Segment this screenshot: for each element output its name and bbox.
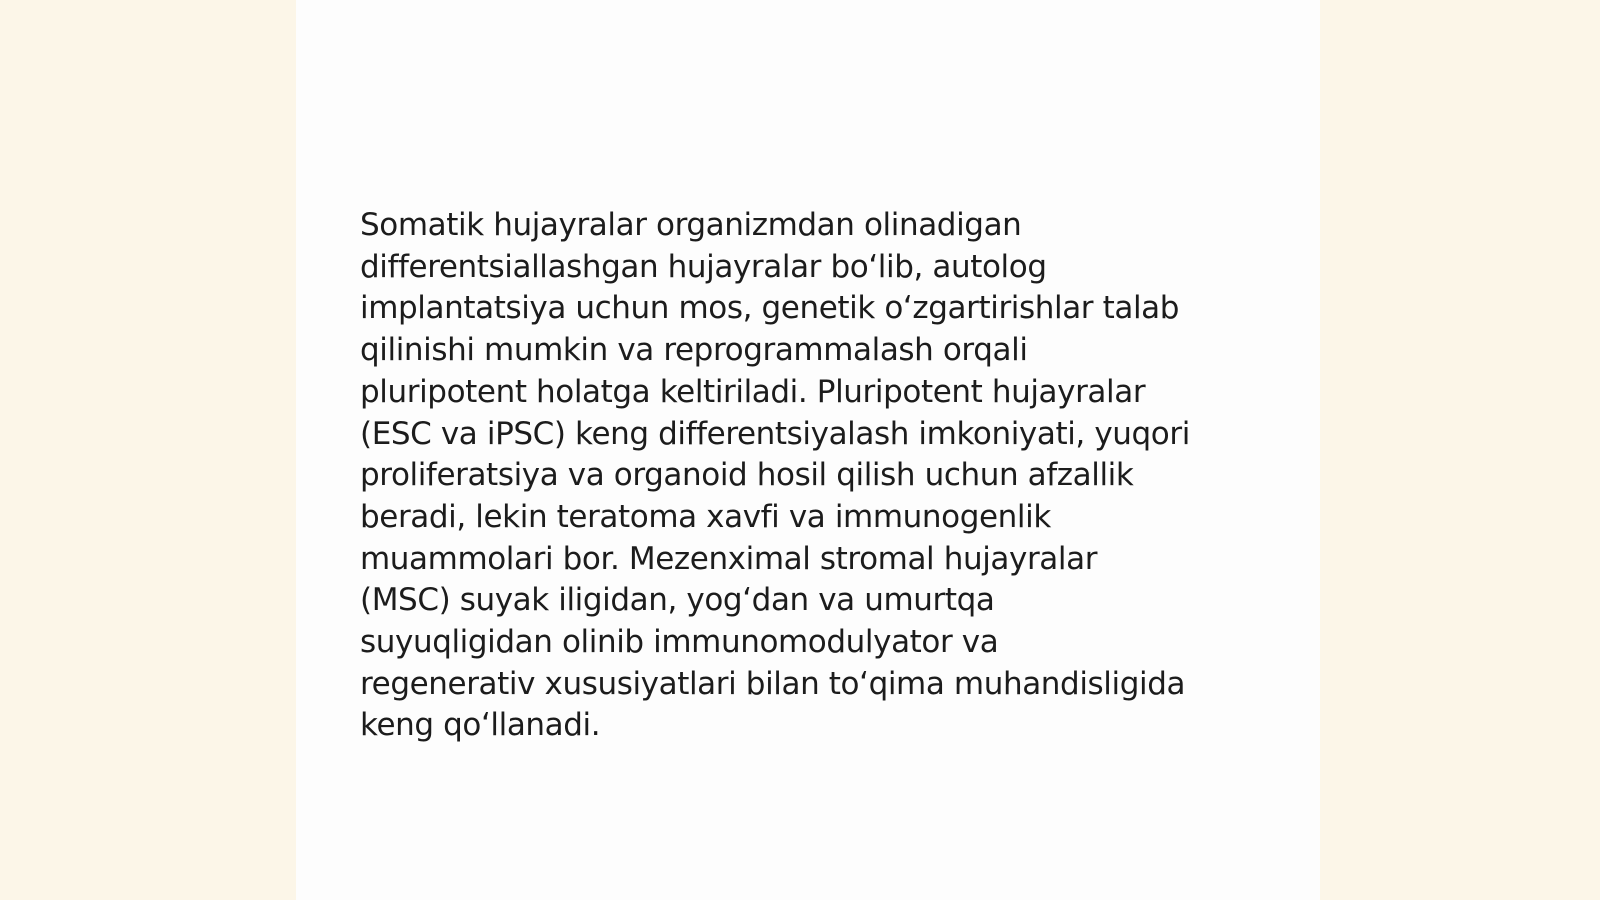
text-line: qilinishi mumkin va reprogrammalash orqali <box>360 332 1028 369</box>
text-line: (ESC va iPSC) keng differentsiyalash imkoniyati, yuqori <box>360 415 1190 452</box>
text-line: differentsiallashgan hujayralar bo‘lib, autolog <box>360 248 1047 285</box>
text-line: implantatsiya uchun mos, genetik o‘zgartirishlar talab <box>360 290 1180 327</box>
text-line: regenerativ xususiyatlari bilan to‘qima muhandisligida <box>360 665 1186 702</box>
slide <box>296 0 1320 900</box>
text-line: Somatik hujayralar organizmdan olinadigan <box>360 207 1022 243</box>
text-line: keng qo‘llanadi. <box>360 707 601 744</box>
text-line: pluripotent holatga keltiriladi. Pluripotent hujayralar <box>360 373 1146 410</box>
slide-body-text <box>360 205 1260 747</box>
text-line: beradi, lekin teratoma xavfi va immunogenlik <box>360 498 1051 535</box>
text-line: (MSC) suyak iligidan, yog‘dan va umurtqa <box>360 582 995 619</box>
text-line: proliferatsiya va organoid hosil qilish uchun afzallik <box>360 457 1134 494</box>
text-line: muammolari bor. Mezenximal stromal hujayralar <box>360 540 1098 577</box>
text-line: suyuqligidan olinib immunomodulyator va <box>360 624 999 661</box>
